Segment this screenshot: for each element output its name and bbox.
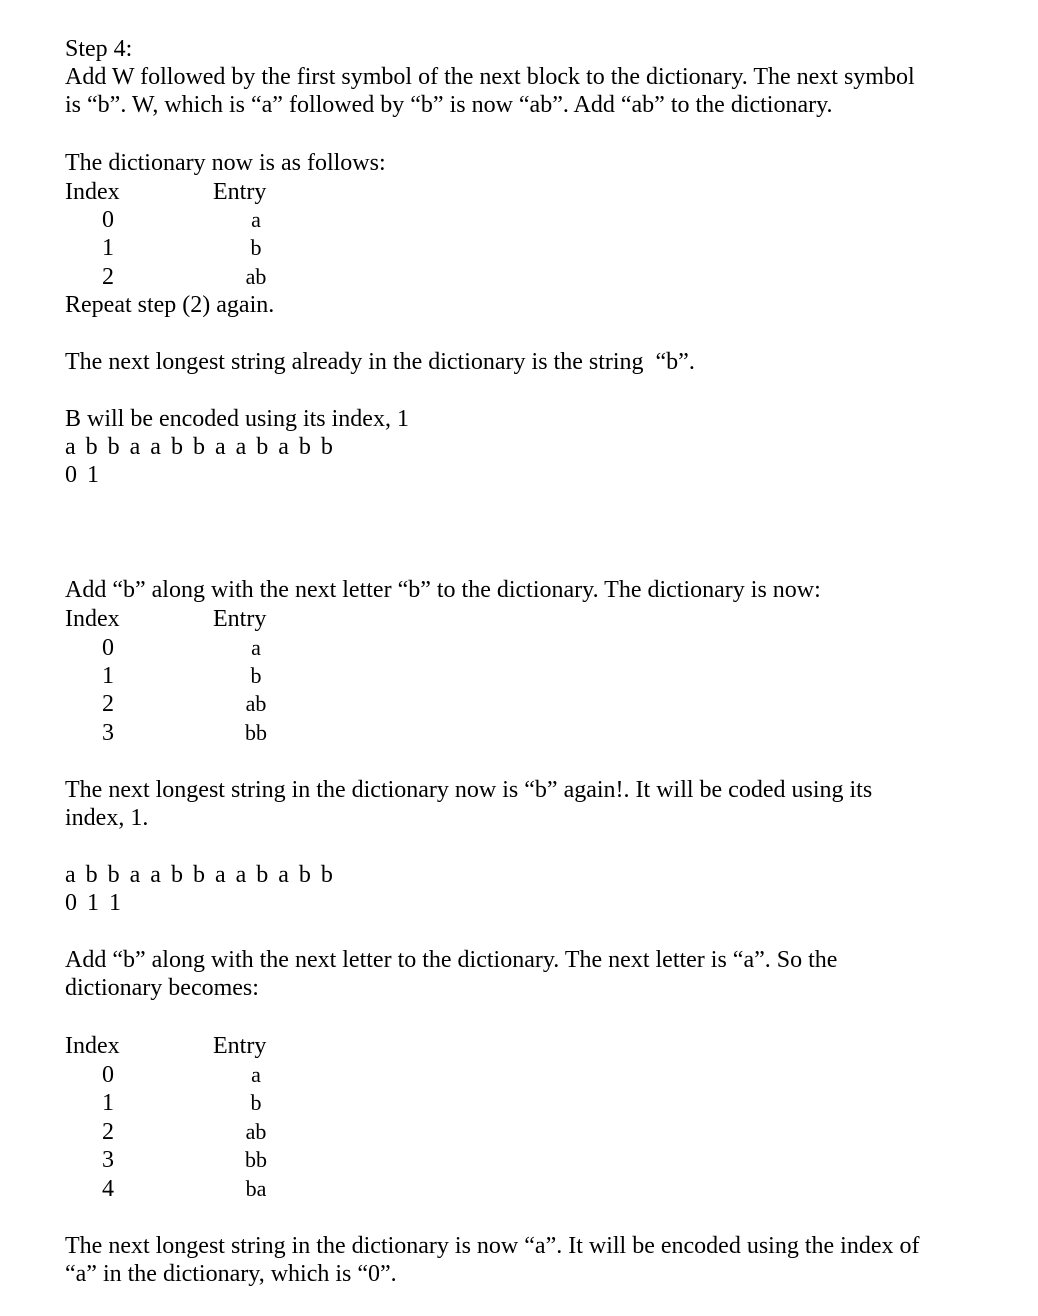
table-index-cell: 4	[102, 1176, 114, 1202]
index-header: Index	[65, 1033, 120, 1059]
entry-header: Entry	[213, 606, 267, 632]
table-entry-cell: ba	[245, 1176, 267, 1201]
next-longest-text-1: The next longest string already in the dictionary is the string “b”.	[65, 349, 695, 375]
step-text-line: Add W followed by the first symbol of the next block to the dictionary. The next symbol	[65, 64, 915, 90]
paragraph-line: dictionary becomes:	[65, 975, 259, 1001]
encode-b-text: B will be encoded using its index, 1	[65, 406, 409, 432]
table-entry-cell: bb	[245, 1147, 267, 1172]
add-b-next-paragraph	[65, 946, 965, 1002]
paragraph-line: Add “b” along with the next letter to the dictionary. The next letter is “a”. So the	[65, 947, 838, 973]
table-index-cell: 1	[102, 663, 114, 689]
repeat-step-text: Repeat step (2) again.	[65, 292, 275, 318]
table-index-cell: 1	[102, 235, 114, 261]
table-entry-cell: ab	[245, 691, 267, 716]
entry-header: Entry	[213, 1033, 267, 1059]
table-entry-cell: a	[251, 1062, 261, 1087]
step-paragraph	[65, 35, 965, 119]
paragraph-line: index, 1.	[65, 805, 149, 831]
table-index-cell: 1	[102, 1090, 114, 1116]
output-sequence-1: 0 1	[65, 462, 101, 488]
table-entry-cell: b	[250, 235, 262, 260]
table-entry-cell: b	[250, 1090, 262, 1115]
input-sequence-1: a b b a a b b a a b a b b	[65, 434, 335, 460]
paragraph-line: “a” in the dictionary, which is “0”.	[65, 1261, 397, 1287]
add-b-text: Add “b” along with the next letter “b” to the dictionary. The dictionary is now:	[65, 577, 821, 603]
paragraph-line: The next longest string in the dictionary is now “a”. It will be encoded using the index of	[65, 1233, 920, 1259]
table-index-cell: 3	[102, 1147, 114, 1173]
table-index-cell: 0	[102, 207, 114, 233]
next-longest-paragraph-2	[65, 776, 965, 832]
output-sequence-2: 0 1 1	[65, 890, 123, 916]
entry-header: Entry	[213, 179, 267, 205]
table-index-cell: 0	[102, 635, 114, 661]
table-entry-cell: ab	[245, 1119, 267, 1144]
table-entry-cell: ab	[245, 264, 267, 289]
table-entry-cell: b	[250, 663, 262, 688]
dictionary-intro: The dictionary now is as follows:	[65, 150, 386, 176]
table-entry-cell: bb	[245, 720, 267, 745]
input-sequence-2: a b b a a b b a a b a b b	[65, 862, 335, 888]
table-index-cell: 3	[102, 720, 114, 746]
table-entry-cell: a	[251, 635, 261, 660]
step-title: Step 4:	[65, 36, 133, 62]
next-longest-paragraph-3	[65, 1232, 965, 1288]
table-index-cell: 2	[102, 691, 114, 717]
paragraph-line: The next longest string in the dictionary now is “b” again!. It will be coded using its	[65, 777, 873, 803]
table-index-cell: 2	[102, 264, 114, 290]
table-entry-cell: a	[251, 207, 261, 232]
index-header: Index	[65, 179, 120, 205]
table-index-cell: 2	[102, 1119, 114, 1145]
step-text-line: is “b”. W, which is “a” followed by “b” is now “ab”. Add “ab” to the dictionary.	[65, 92, 833, 118]
index-header: Index	[65, 606, 120, 632]
table-index-cell: 0	[102, 1062, 114, 1088]
